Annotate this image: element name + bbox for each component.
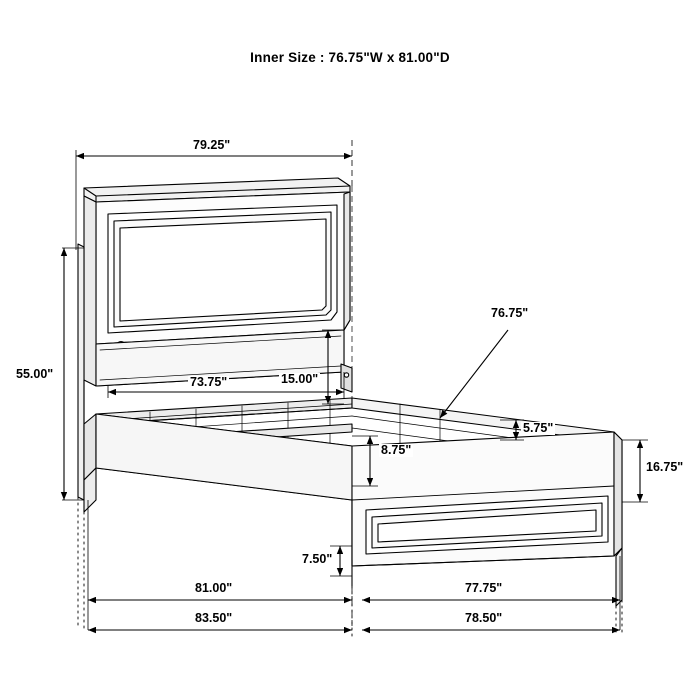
dim-label-headboard-to-rail: 15.00" (281, 372, 319, 386)
dim-label-footboard-bottom-gap: 7.50" (302, 552, 333, 566)
dim-label-rail-thickness: 5.75" (523, 421, 554, 435)
dim-label-footboard-depth-lower: 78.50" (465, 611, 503, 625)
dim-label-overall-height: 55.00" (16, 367, 54, 381)
dim-label-side-rail-lower: 83.50" (195, 611, 233, 625)
dim-label-headboard-width-outer: 79.25" (193, 138, 231, 152)
dim-leader-76-75 (440, 330, 508, 418)
dim-label-rail-height-mid: 8.75" (381, 443, 412, 457)
dim-label-headboard-width-inner: 73.75" (190, 375, 228, 389)
dim-label-footboard-height: 16.75" (646, 460, 684, 474)
dim-label-callout-width: 76.75" (491, 306, 529, 320)
page-title: Inner Size : 76.75"W x 81.00"D (250, 50, 450, 65)
dim-label-side-rail-upper: 81.00" (195, 581, 233, 595)
dim-label-footboard-depth-upper: 77.75" (465, 581, 503, 595)
